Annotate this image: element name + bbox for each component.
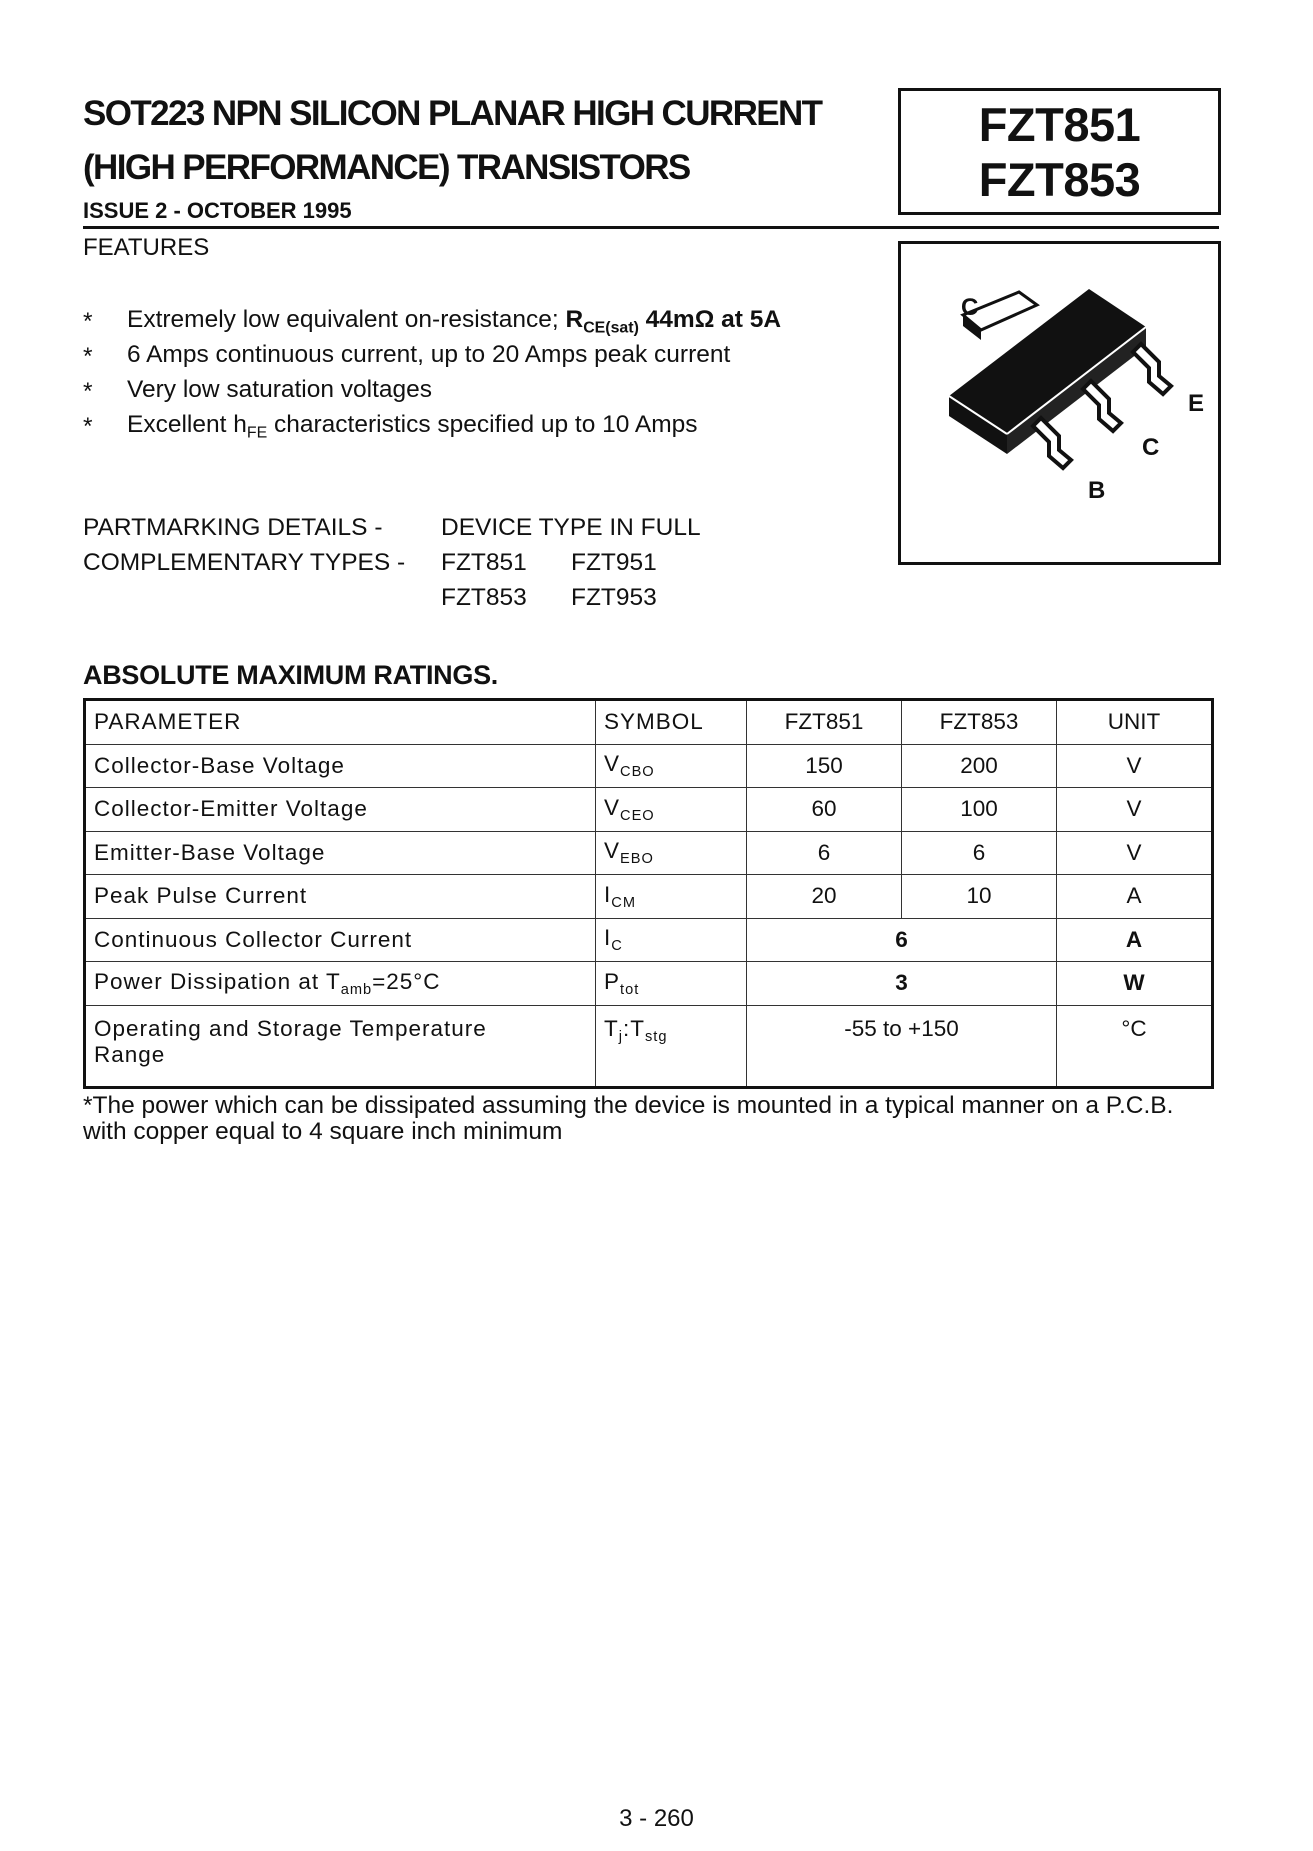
value-cell: 6 <box>902 831 1057 875</box>
symbol-cell: $V_{CEO}$ <box>596 788 747 832</box>
title-line-1: SOT223 NPN SILICON PLANAR HIGH CURRENT <box>83 94 822 133</box>
bullet-star: * <box>83 378 93 405</box>
table-row <box>85 831 1213 875</box>
complementary-pnp-2: FZT953 <box>571 584 657 611</box>
footnote: *The power which can be dissipated assuming the device is mounted in a typical manner on a P.C.B. with copper equal to 4 square inch minimum <box>83 1092 1174 1145</box>
part-number-box <box>898 88 1221 215</box>
symbol-cell: $T_j:T_{stg}$ <box>596 1005 747 1087</box>
pin-label-b: B <box>1088 477 1106 504</box>
pin-label-c: C <box>1142 434 1160 461</box>
table-header-row <box>85 700 1213 745</box>
header-rule <box>83 226 1219 229</box>
symbol-cell: $P_{tot}$ <box>596 962 747 1006</box>
symbol-cell: $I_C$ <box>596 918 747 962</box>
param-cell: Collector-Emitter Voltage <box>85 788 596 832</box>
issue-date: ISSUE 2 - OCTOBER 1995 <box>83 198 352 223</box>
unit-cell: °C <box>1057 1005 1213 1087</box>
part-number-1: FZT851 <box>978 98 1141 151</box>
pin-label-e: E <box>1188 390 1205 417</box>
value-cell: 10 <box>902 875 1057 919</box>
feature-text: 6 Amps continuous current, up to 20 Amps peak current <box>127 341 731 368</box>
table-row <box>85 962 1213 1006</box>
param-cell: Operating and Storage Temperature Range <box>85 1005 596 1087</box>
param-cell: Collector-Base Voltage <box>85 744 596 788</box>
bullet-star: * <box>83 413 93 440</box>
value-cell: 100 <box>902 788 1057 832</box>
header-symbol: SYMBOL <box>596 700 747 745</box>
value-cell: 6 <box>747 918 1057 962</box>
table-row <box>85 918 1213 962</box>
unit-cell: W <box>1057 962 1213 1006</box>
unit-cell: A <box>1057 918 1213 962</box>
title-line-2: (HIGH PERFORMANCE) TRANSISTORS <box>83 148 690 187</box>
header-fzt853: FZT853 <box>902 700 1057 745</box>
feature-text: Extremely low equivalent on-resistance; $R_{CE(sat)}$ 44mΩ at 5A <box>127 306 782 337</box>
value-cell: -55 to +150 <box>747 1005 1057 1087</box>
param-cell: Peak Pulse Current <box>85 875 596 919</box>
header-parameter: PARAMETER <box>85 700 596 745</box>
value-cell: 150 <box>747 744 902 788</box>
ratings-heading: ABSOLUTE MAXIMUM RATINGS. <box>83 660 498 690</box>
package-drawing-box <box>898 241 1221 565</box>
table-row <box>85 1005 1213 1087</box>
header-unit: UNIT <box>1057 700 1213 745</box>
unit-cell: V <box>1057 788 1213 832</box>
complementary-label: COMPLEMENTARY TYPES - <box>83 549 406 576</box>
symbol-cell: $V_{CBO}$ <box>596 744 747 788</box>
table-row <box>85 744 1213 788</box>
pin-label-c-tab: C <box>961 294 979 321</box>
ratings-table <box>83 698 1214 1089</box>
part-number-2: FZT853 <box>978 153 1141 206</box>
unit-cell: V <box>1057 831 1213 875</box>
bullet-star: * <box>83 308 93 335</box>
feature-text: Excellent $h_{FE}$ characteristics specified up to 10 Amps <box>127 411 698 442</box>
sot223-package-icon <box>901 244 1218 562</box>
symbol-cell: $V_{EBO}$ <box>596 831 747 875</box>
value-cell: 3 <box>747 962 1057 1006</box>
value-cell: 200 <box>902 744 1057 788</box>
param-cell: Power Dissipation at $T_{amb}=25^\circ C$ <box>85 962 596 1006</box>
value-cell: 6 <box>747 831 902 875</box>
partmarking-label: PARTMARKING DETAILS - <box>83 514 383 541</box>
table-row <box>85 788 1213 832</box>
features-heading: FEATURES <box>83 234 210 261</box>
feature-text: Very low saturation voltages <box>127 376 433 403</box>
param-cell: Emitter-Base Voltage <box>85 831 596 875</box>
partmarking-value: DEVICE TYPE IN FULL <box>441 514 701 541</box>
unit-cell: A <box>1057 875 1213 919</box>
bullet-star: * <box>83 343 93 370</box>
header-fzt851: FZT851 <box>747 700 902 745</box>
unit-cell: V <box>1057 744 1213 788</box>
page-number: 3 - 260 <box>619 1805 694 1832</box>
complementary-npn-2: FZT853 <box>441 584 527 611</box>
complementary-npn-1: FZT851 <box>441 549 527 576</box>
value-cell: 20 <box>747 875 902 919</box>
symbol-cell: $I_{CM}$ <box>596 875 747 919</box>
table-row <box>85 875 1213 919</box>
value-cell: 60 <box>747 788 902 832</box>
param-cell: Continuous Collector Current <box>85 918 596 962</box>
complementary-pnp-1: FZT951 <box>571 549 657 576</box>
